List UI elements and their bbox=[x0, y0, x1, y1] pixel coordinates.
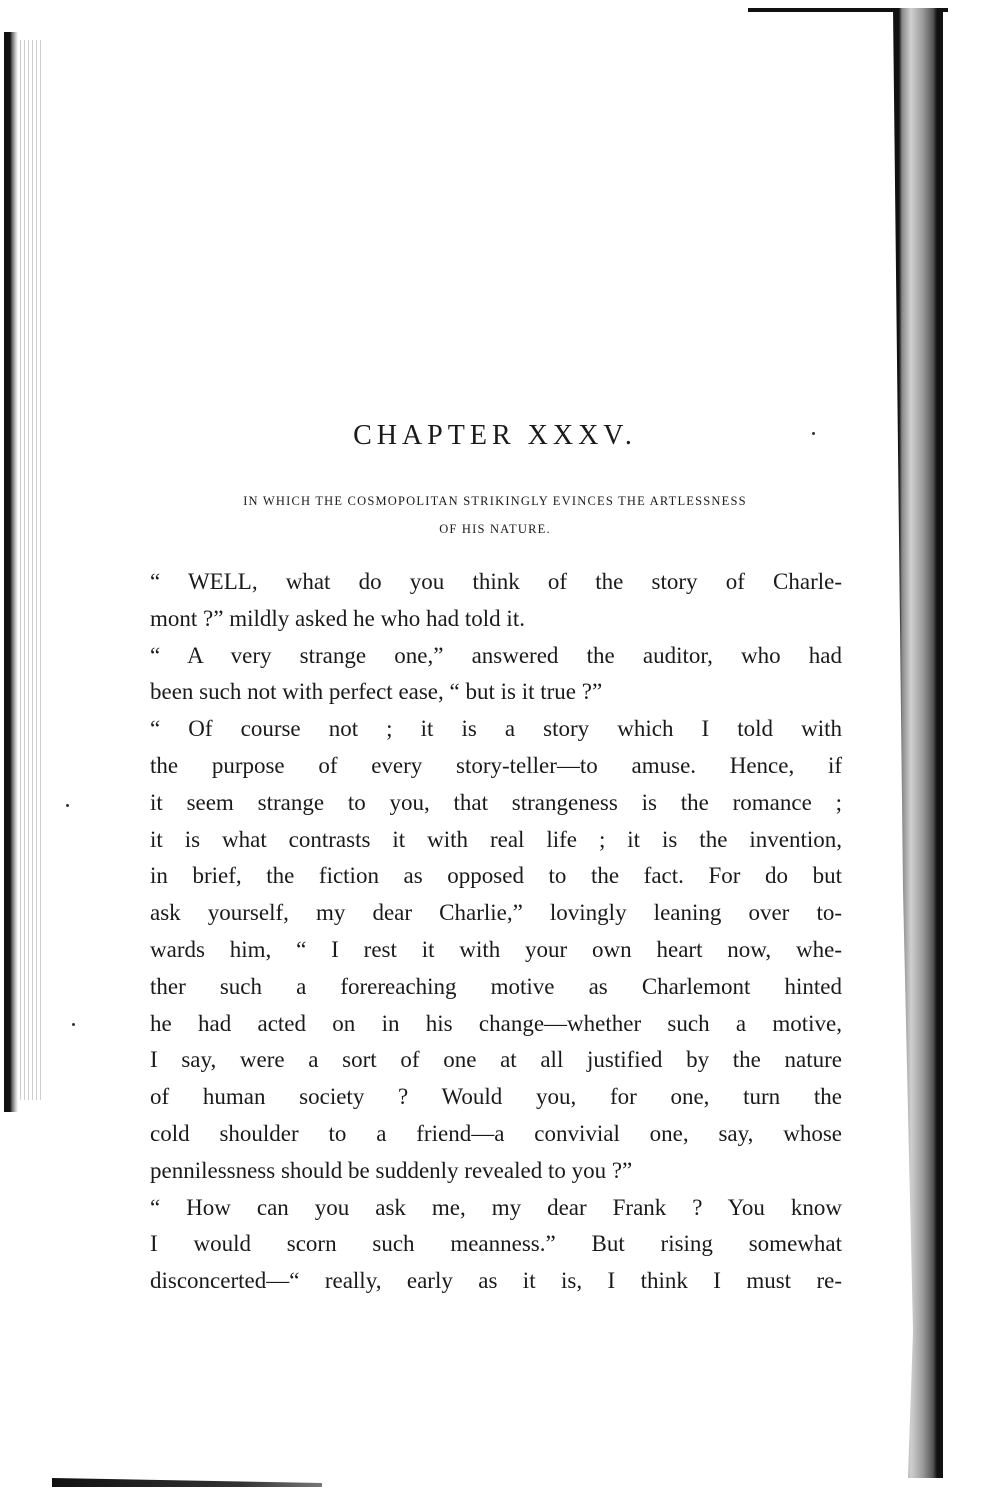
chapter-title: CHAPTER XXXV. bbox=[353, 420, 637, 451]
text-line: disconcerted—“ really, early as it is, I think I must re- bbox=[150, 1268, 842, 1294]
text-line: it is what contrasts it with real life ; it is the invention, bbox=[150, 826, 842, 852]
right-binding-edge bbox=[893, 8, 943, 1478]
chapter-subtitle bbox=[140, 487, 850, 543]
chapter-subtitle-line: OF HIS NATURE. bbox=[439, 522, 551, 536]
text-line: I would scorn such meanness.” But rising somewhat bbox=[150, 1231, 842, 1257]
text-line: he had acted on in his change—whether such a motive, bbox=[150, 1010, 842, 1036]
text-line: I say, were a sort of one at all justified by the nature bbox=[150, 1047, 842, 1073]
text-line: wards him, “ I rest it with your own heart now, whe- bbox=[150, 936, 842, 962]
scan-speck bbox=[72, 1023, 75, 1026]
text-line: it seem strange to you, that strangeness is the romance ; bbox=[150, 789, 842, 815]
text-line: of human society ? Would you, for one, turn the bbox=[150, 1084, 842, 1110]
text-line: cold shoulder to a friend—a convivial one, say, whose bbox=[150, 1120, 842, 1146]
left-page-stack-lines bbox=[20, 40, 42, 1100]
left-binding-edge bbox=[4, 32, 18, 1112]
text-line: ther such a forereaching motive as Charlemont hinted bbox=[150, 973, 842, 999]
text-line: “ A very strange one,” answered the auditor, who had bbox=[150, 642, 842, 668]
text-line: “ How can you ask me, my dear Frank ? You know bbox=[150, 1194, 842, 1220]
text-line: “ WELL, what do you think of the story of Charle- bbox=[150, 569, 842, 594]
bottom-edge-rule bbox=[52, 1478, 322, 1487]
text-line: in brief, the fiction as opposed to the fact. For do but bbox=[150, 863, 842, 889]
text-line: the purpose of every story-teller—to amuse. Hence, if bbox=[150, 752, 842, 778]
body-text bbox=[150, 564, 842, 1300]
text-line: been such not with perfect ease, “ but is it true ?” bbox=[150, 679, 603, 705]
chapter-subtitle-line: IN WHICH THE COSMOPOLITAN STRIKINGLY EVINCES THE ARTLESSNESS bbox=[243, 494, 747, 508]
text-line: pennilessness should be suddenly revealed to you ?” bbox=[150, 1157, 633, 1183]
scan-speck bbox=[66, 804, 69, 807]
text-line: ask yourself, my dear Charlie,” lovingly leaning over to- bbox=[150, 900, 842, 926]
text-line: mont ?” mildly asked he who had told it. bbox=[150, 605, 525, 631]
text-line: “ Of course not ; it is a story which I told with bbox=[150, 716, 842, 742]
